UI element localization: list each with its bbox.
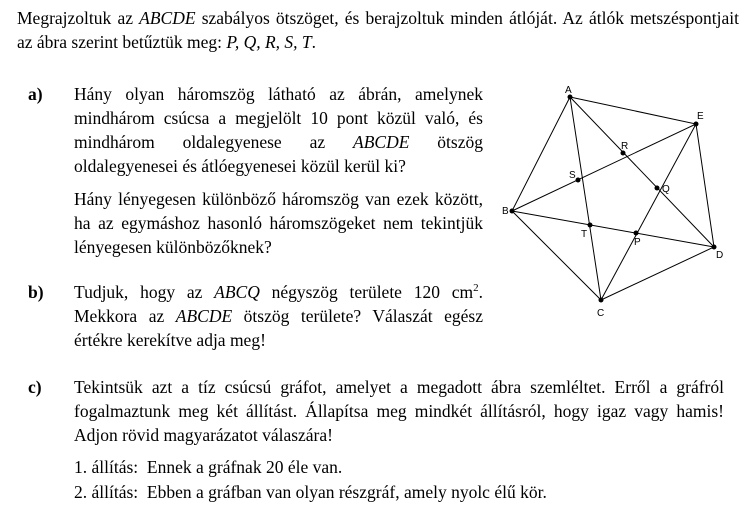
label-r: R [621,141,629,152]
pentagon-outline [512,97,714,300]
part-b-label: b) [28,282,44,302]
label-d: D [716,250,724,261]
vertex-dots [510,95,717,303]
pentagon-lines [512,97,714,300]
point-s-dot [576,178,581,183]
point-q-dot [655,186,660,191]
point-t-dot [588,223,593,228]
diagonal-be [512,124,696,211]
part-c-question: Tekintsük azt a tíz csúcsú gráfot, amelyet a megadott ábra szemléltet. Erről a gráfról fogalmaztunk meg két állítást. Állapítsa meg mindkét állításról, hogy igaz vagy hamis! Adjon rövid magyarázatot válaszára! [74,377,724,445]
intro-paragraph: Megrajzoltuk az ABCDE szabályos ötszöget, és berajzoltuk minden átlóját. Az átlók metszéspontjait az ábra szerint betűztük meg: P, Q, R, S, T. [17,8,739,52]
point-d-dot [712,245,717,250]
point-b-dot [510,209,515,214]
part-c-label: c) [28,377,42,397]
label-p: P [634,237,641,248]
label-b: B [502,206,509,217]
label-e: E [697,111,704,122]
part-a-label: a) [28,84,43,104]
label-s: S [569,170,576,181]
label-q: Q [662,184,670,195]
pentagon-figure [490,75,745,335]
statement-2: 2. állítás: Ebben a gráfban van olyan részgráf, amely nyolc élű kör. [74,482,547,502]
label-a: A [565,85,572,96]
label-t: T [581,229,588,240]
part-a-question-1: Hány olyan háromszög látható az ábrán, amelynek mindhárom csúcsa a megjelölt 10 pont közül való, és mindhárom oldalegyenese az ABCDE ötszög oldalegyenesei és átlóegyenesei közül kerül ki? [74,84,483,176]
point-e-dot [694,122,699,127]
point-c-dot [599,298,604,303]
diagonal-ac [570,97,601,300]
part-a-question-2: Hány lényegesen különböző háromszög van ezek között, ha az egymáshoz hasonló háromszögeket nem tekintjük lényegesen különbözőknek? [74,189,483,257]
label-c: C [597,308,605,319]
diagonal-ce [601,124,696,300]
part-b-question: Tudjuk, hogy az ABCQ négyszög területe 120 $cm^2$. Mekkora az ABCDE ötszög területe? Válaszát egész értékre kerekítve adja meg! [74,282,483,350]
statement-1: 1. állítás: Ennek a gráfnak 20 éle van. [74,457,343,477]
point-p-dot [634,231,639,236]
